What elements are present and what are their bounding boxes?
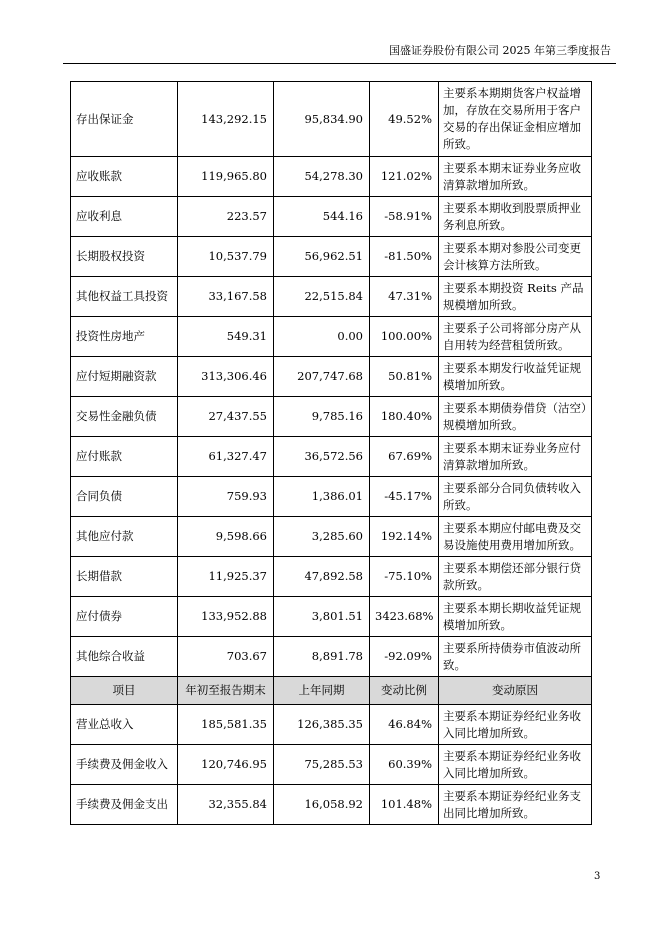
cell-previous-value: 207,747.68 [274, 357, 370, 397]
cell-change-reason: 主要系本期收到股票质押业务利息所致。 [439, 197, 592, 237]
cell-item: 投资性房地产 [71, 317, 178, 357]
cell-item: 其他综合收益 [71, 637, 178, 677]
cell-change-reason: 主要系所持债券市值波动所致。 [439, 637, 592, 677]
cell-current-value: 119,965.80 [178, 157, 274, 197]
page-number: 3 [594, 871, 601, 882]
cell-previous-value: 9,785.16 [274, 397, 370, 437]
cell-change-ratio: 60.39% [370, 745, 439, 785]
table-row [71, 745, 592, 785]
cell-change-ratio: -75.10% [370, 557, 439, 597]
cell-item: 营业总收入 [71, 705, 178, 745]
cell-current-value: 33,167.58 [178, 277, 274, 317]
cell-previous-value: 54,278.30 [274, 157, 370, 197]
header-cell-previous-value: 上年同期 [274, 677, 370, 705]
cell-change-ratio: 49.52% [370, 82, 439, 157]
cell-change-ratio: 100.00% [370, 317, 439, 357]
cell-item: 交易性金融负债 [71, 397, 178, 437]
header-cell-change-ratio: 变动比例 [370, 677, 439, 705]
cell-change-ratio: 101.48% [370, 785, 439, 825]
header-cell-item: 项目 [71, 677, 178, 705]
cell-change-reason: 主要系子公司将部分房产从自用转为经营租赁所致。 [439, 317, 592, 357]
cell-item: 长期股权投资 [71, 237, 178, 277]
cell-change-ratio: -81.50% [370, 237, 439, 277]
cell-previous-value: 75,285.53 [274, 745, 370, 785]
table-row [71, 397, 592, 437]
cell-change-ratio: 50.81% [370, 357, 439, 397]
cell-change-reason: 主要系本期期货客户权益增加，存放在交易所用于客户交易的存出保证金相应增加所致。 [439, 82, 592, 157]
cell-item: 其他权益工具投资 [71, 277, 178, 317]
cell-change-ratio: 67.69% [370, 437, 439, 477]
cell-current-value: 223.57 [178, 197, 274, 237]
table-row [71, 705, 592, 745]
financial-change-table [70, 81, 592, 825]
cell-current-value: 313,306.46 [178, 357, 274, 397]
cell-change-ratio: -58.91% [370, 197, 439, 237]
cell-current-value: 11,925.37 [178, 557, 274, 597]
table-row [71, 637, 592, 677]
table-row [71, 357, 592, 397]
cell-current-value: 759.93 [178, 477, 274, 517]
table-row [71, 237, 592, 277]
cell-item: 存出保证金 [71, 82, 178, 157]
cell-change-reason: 主要系部分合同负债转收入所致。 [439, 477, 592, 517]
table-row [71, 477, 592, 517]
cell-item: 手续费及佣金支出 [71, 785, 178, 825]
table-body-income-items [71, 705, 592, 825]
cell-change-reason: 主要系本期末证券业务应收清算款增加所致。 [439, 157, 592, 197]
cell-item: 长期借款 [71, 557, 178, 597]
cell-change-ratio: -92.09% [370, 637, 439, 677]
cell-change-ratio: 3423.68% [370, 597, 439, 637]
cell-current-value: 9,598.66 [178, 517, 274, 557]
table-row [71, 597, 592, 637]
table-row [71, 82, 592, 157]
table-header-income-items [71, 677, 592, 705]
header-cell-current-value: 年初至报告期末 [178, 677, 274, 705]
cell-change-reason: 主要系本期发行收益凭证规模增加所致。 [439, 357, 592, 397]
cell-previous-value: 22,515.84 [274, 277, 370, 317]
table-row [71, 277, 592, 317]
cell-previous-value: 47,892.58 [274, 557, 370, 597]
cell-item: 应付短期融资款 [71, 357, 178, 397]
cell-previous-value: 0.00 [274, 317, 370, 357]
cell-current-value: 61,327.47 [178, 437, 274, 477]
cell-previous-value: 8,891.78 [274, 637, 370, 677]
cell-item: 应收账款 [71, 157, 178, 197]
cell-current-value: 32,355.84 [178, 785, 274, 825]
cell-change-reason: 主要系本期证券经纪业务收入同比增加所致。 [439, 745, 592, 785]
cell-change-ratio: 121.02% [370, 157, 439, 197]
cell-current-value: 133,952.88 [178, 597, 274, 637]
cell-change-ratio: -45.17% [370, 477, 439, 517]
cell-previous-value: 126,385.35 [274, 705, 370, 745]
table-row [71, 437, 592, 477]
cell-previous-value: 3,801.51 [274, 597, 370, 637]
cell-current-value: 703.67 [178, 637, 274, 677]
cell-change-ratio: 180.40% [370, 397, 439, 437]
cell-current-value: 549.31 [178, 317, 274, 357]
cell-item: 其他应付款 [71, 517, 178, 557]
cell-change-reason: 主要系本期长期收益凭证规模增加所致。 [439, 597, 592, 637]
cell-item: 应付账款 [71, 437, 178, 477]
table-row [71, 557, 592, 597]
table-header-row [71, 677, 592, 705]
cell-change-reason: 主要系本期投资 Reits 产品规模增加所致。 [439, 277, 592, 317]
cell-change-reason: 主要系本期偿还部分银行贷款所致。 [439, 557, 592, 597]
cell-previous-value: 95,834.90 [274, 82, 370, 157]
cell-previous-value: 36,572.56 [274, 437, 370, 477]
cell-change-reason: 主要系本期证券经纪业务收入同比增加所致。 [439, 705, 592, 745]
table-row [71, 197, 592, 237]
cell-previous-value: 56,962.51 [274, 237, 370, 277]
report-header-title: 国盛证券股份有限公司 2025 年第三季度报告 [389, 44, 611, 57]
cell-current-value: 27,437.55 [178, 397, 274, 437]
cell-item: 应收利息 [71, 197, 178, 237]
cell-current-value: 185,581.35 [178, 705, 274, 745]
cell-current-value: 143,292.15 [178, 82, 274, 157]
cell-item: 合同负债 [71, 477, 178, 517]
table-row [71, 785, 592, 825]
cell-change-reason: 主要系本期债券借贷（沽空）规模增加所致。 [439, 397, 592, 437]
cell-change-reason: 主要系本期应付邮电费及交易设施使用费用增加所致。 [439, 517, 592, 557]
cell-previous-value: 16,058.92 [274, 785, 370, 825]
cell-item: 应付债券 [71, 597, 178, 637]
cell-previous-value: 544.16 [274, 197, 370, 237]
table-row [71, 157, 592, 197]
cell-change-ratio: 192.14% [370, 517, 439, 557]
cell-change-reason: 主要系本期证券经纪业务支出同比增加所致。 [439, 785, 592, 825]
header-cell-change-reason: 变动原因 [439, 677, 592, 705]
cell-current-value: 120,746.95 [178, 745, 274, 785]
cell-previous-value: 3,285.60 [274, 517, 370, 557]
table-row [71, 517, 592, 557]
cell-change-reason: 主要系本期末证券业务应付清算款增加所致。 [439, 437, 592, 477]
cell-change-reason: 主要系本期对参股公司变更会计核算方法所致。 [439, 237, 592, 277]
header-divider [63, 63, 616, 64]
cell-change-ratio: 46.84% [370, 705, 439, 745]
cell-previous-value: 1,386.01 [274, 477, 370, 517]
cell-change-ratio: 47.31% [370, 277, 439, 317]
cell-current-value: 10,537.79 [178, 237, 274, 277]
table-body-balance-items [71, 82, 592, 677]
cell-item: 手续费及佣金收入 [71, 745, 178, 785]
table-row [71, 317, 592, 357]
